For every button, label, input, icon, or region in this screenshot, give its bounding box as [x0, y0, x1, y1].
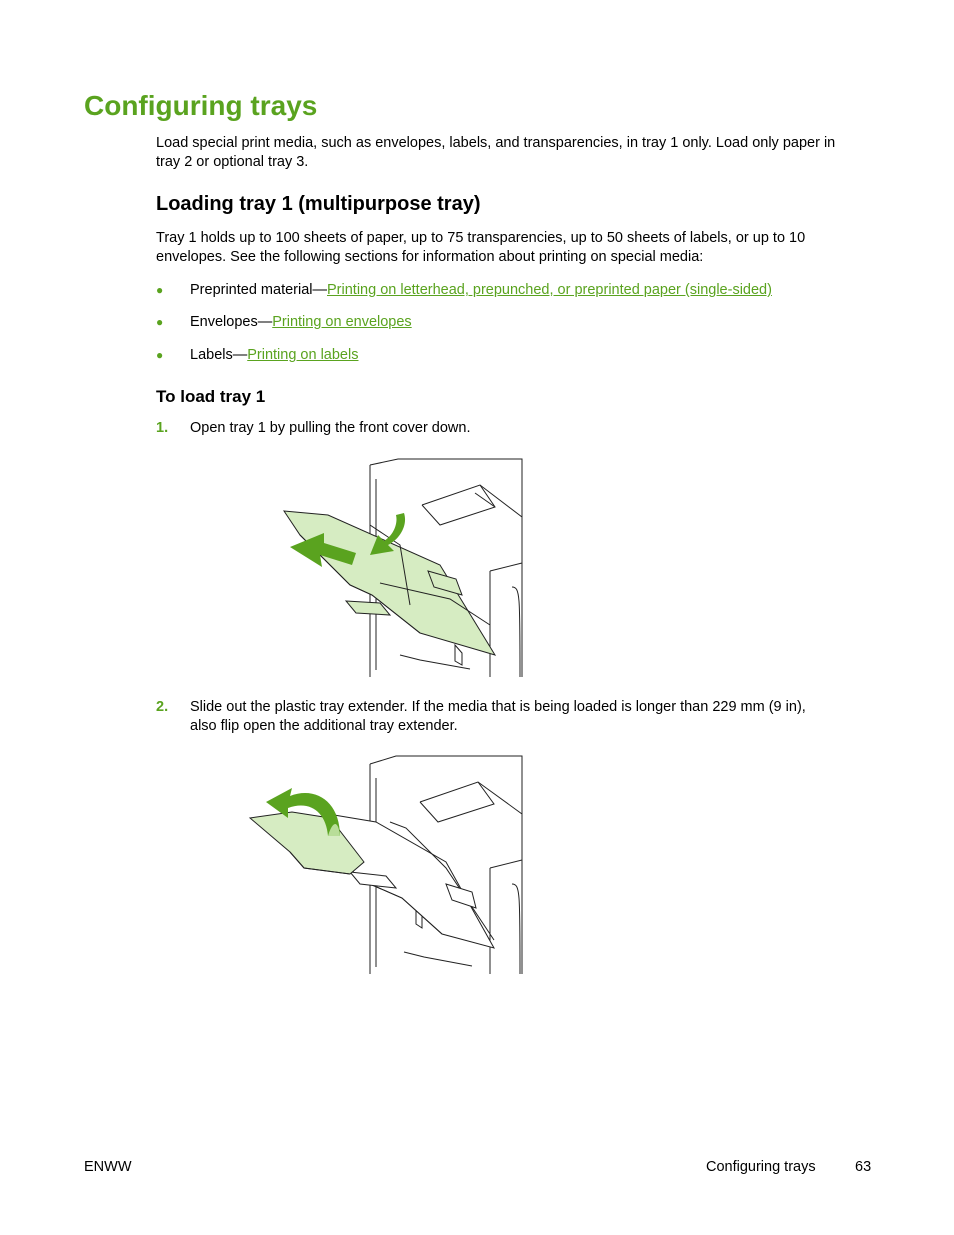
link-printing-on-envelopes[interactable]: Printing on envelopes [272, 314, 412, 330]
tray-extender-illustration [246, 752, 526, 980]
section-heading: Loading tray 1 (multipurpose tray) [156, 193, 481, 215]
bullet-prefix: Envelopes— [190, 314, 273, 330]
procedure-heading: To load tray 1 [156, 387, 266, 406]
step-number: 2. [156, 699, 169, 715]
printer-tray-open-illustration [280, 455, 530, 683]
tray-1-panel [284, 511, 495, 655]
footer-left: ENWW [84, 1159, 132, 1175]
tray-description: Tray 1 holds up to 100 sheets of paper, up to 75 transparencies, up to 50 sheets of labels, or up to 10 envelopes. See the following sections for information about printing on special media: [156, 230, 806, 265]
bullet-icon: ● [156, 315, 164, 329]
list-item-preprinted [156, 281, 772, 300]
bullet-prefix: Labels— [190, 347, 248, 363]
tray-1-panel [328, 814, 494, 948]
step-text: Open tray 1 by pulling the front cover down. [190, 420, 471, 436]
page-title: Configuring trays [84, 90, 318, 121]
bullet-icon: ● [156, 283, 164, 297]
list-item-labels [156, 346, 358, 365]
intro-paragraph: Load special print media, such as envelopes, labels, and transparencies, in tray 1 only. Load only paper in tray 2 or optional tray 3. [156, 135, 836, 170]
step-number: 1. [156, 420, 169, 436]
bullet-icon: ● [156, 348, 164, 362]
list-item-envelopes [156, 313, 412, 332]
footer-section-title: Configuring trays [706, 1159, 816, 1175]
link-printing-on-labels[interactable]: Printing on labels [247, 347, 359, 363]
page-number: 63 [855, 1159, 872, 1175]
link-printing-on-letterhead[interactable]: Printing on letterhead, prepunched, or preprinted paper (single-sided) [327, 282, 772, 298]
bullet-prefix: Preprinted material— [190, 282, 327, 298]
step-text: Slide out the plastic tray extender. If the media that is being loaded is longer than 229 mm (9 in), also flip open the additional tray extender. [190, 699, 806, 734]
